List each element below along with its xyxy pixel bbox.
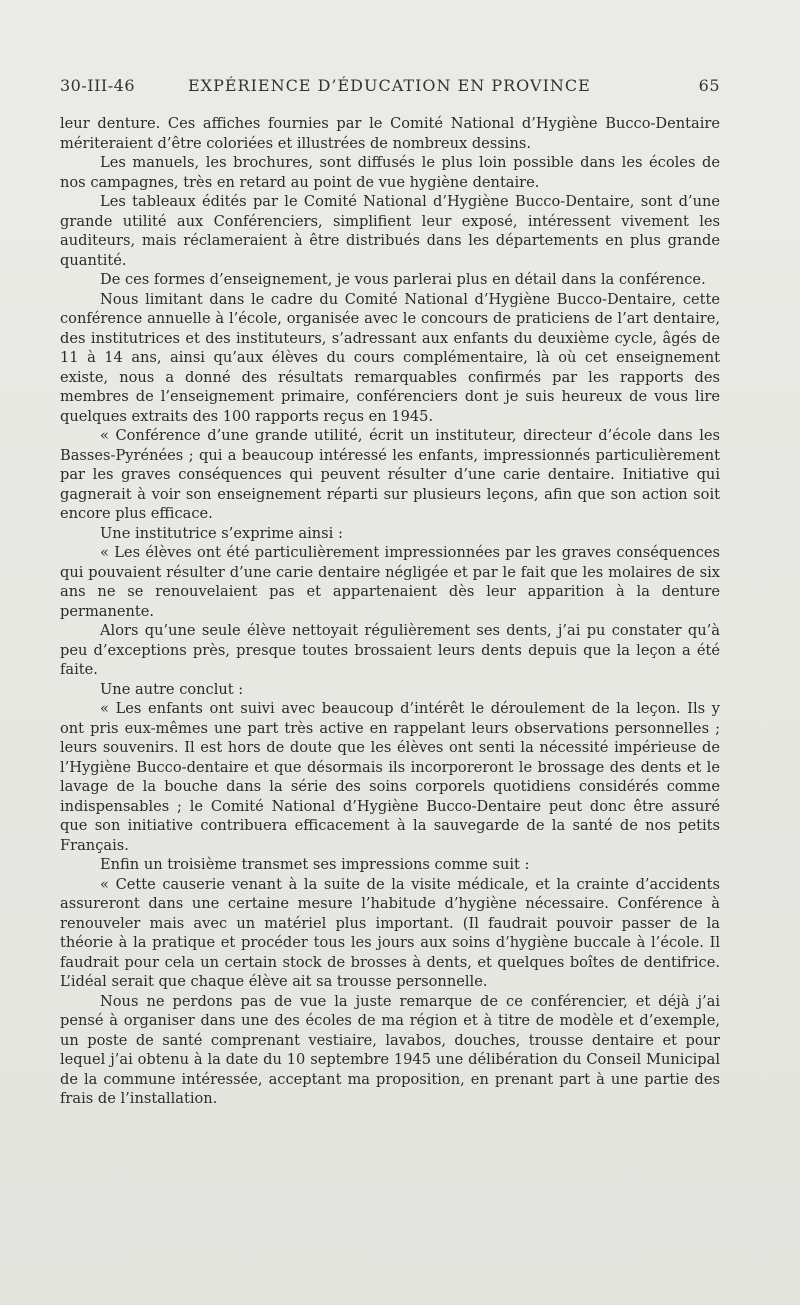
- quote-paragraph: « Les élèves ont été particulièrement impressionnées par les graves conséquences qui pouvaient résulter d’une carie dentaire négligée et par le fait que les molaires de six ans ne se renouvelaient pas et appartenaient dès leur apparition à la denture permanente.: [60, 544, 720, 620]
- quote-paragraph: « Les enfants ont suivi avec beaucoup d’intérêt le déroulement de la leçon. Ils y ont pris eux-mêmes une part très active en rappelant leurs observations personnelles ; leurs souvenirs. Il est hors de doute que les élèves ont senti la nécessité impérieuse de l’Hygiène Bucco-dentaire et que désormais ils incorporeront le brossage des dents et le lavage de la bouche dans la série des soins corporels quotidiens considérés comme indispensables ; le Comité National d’Hygiène Bucco-Dentaire peut donc être assuré que son initiative contribuera efficacement à la sauvegarde de la santé de nos petits Français.: [60, 700, 720, 854]
- paragraph: Une institutrice s’exprime ainsi :: [100, 524, 343, 542]
- paragraph: Les tableaux édités par le Comité National d’Hygiène Bucco-Dentaire, sont d’une grande utilité aux Conférenciers, simplifient leur exposé, intéressent vivement les auditeurs, mais réclameraient à être distribués dans les départements en plus grande quantité.: [60, 193, 720, 269]
- page-number: 65: [698, 76, 720, 95]
- paragraph: De ces formes d’enseignement, je vous parlerai plus en détail dans la conférence.: [100, 271, 706, 288]
- issue-date: 30-III-46: [60, 76, 135, 95]
- paragraph: Les manuels, les brochures, sont diffusés le plus loin possible dans les écoles de nos campagnes, très en retard au point de vue hygiène dentaire.: [60, 154, 720, 191]
- paragraph: Alors qu’une seule élève nettoyait régulièrement ses dents, j’ai pu constater qu’à peu d’exceptions près, presque toutes brossaient leurs dents depuis que la leçon a été faite.: [60, 622, 720, 678]
- paragraph: Nous limitant dans le cadre du Comité National d’Hygiène Bucco-Dentaire, cette conférence annuelle à l’école, organisée avec le concours de praticiens de l’art dentaire, des institutrices et des instituteurs, s’adressant aux enfants du deuxième cycle, âgés de 11 à 14 ans, ainsi qu’aux élèves du cours complémentaire, là où cet enseignement existe, nous a donné des résultats remarquables confirmés par les rapports des membres de l’enseignement primaire, conférenciers dont je suis heureux de vous lire quelques extraits des 100 rapports reçus en 1945.: [60, 290, 720, 425]
- paragraph: leur denture. Ces affiches fournies par le Comité National d’Hygiène Bucco-Dentaire mériteraient d’être coloriées et illustrées de nombreux dessins.: [60, 115, 720, 152]
- paragraph: Enfin un troisième transmet ses impressions comme suit :: [100, 856, 530, 873]
- running-title: EXPÉRIENCE D’ÉDUCATION EN PROVINCE: [188, 76, 591, 95]
- body-text: [60, 114, 720, 1109]
- quote-paragraph: « Cette causerie venant à la suite de la visite médicale, et la crainte d’accidents assureront dans une certaine mesure l’habitude d’hygiène nécessaire. Conférence à renouveler mais avec un matériel plus important. (Il faudrait pouvoir passer de la théorie à la pratique et procéder tous les jours aux soins d’hygiène buccale à l’école. Il faudrait pour cela un certain stock de brosses à dents, et quelques boîtes de dentifrice. L’idéal serait que chaque élève ait sa trousse personnelle.: [60, 875, 720, 990]
- paragraph: Nous ne perdons pas de vue la juste remarque de ce conférencier, et déjà j’ai pensé à organiser dans une des écoles de ma région et à titre de modèle et d’exemple, un poste de santé comprenant vestiaire, lavabos, douches, trousse dentaire et pour lequel j’ai obtenu à la date du 10 septembre 1945 une délibération du Conseil Municipal de la commune intéressée, acceptant ma proposition, en prenant part à une partie des frais de l’installation.: [60, 992, 720, 1107]
- quote-paragraph: « Conférence d’une grande utilité, écrit un instituteur, directeur d’école dans les Basses-Pyrénées ; qui a beaucoup intéressé les enfants, impressionnés particulièrement par les graves conséquences qui peuvent résulter d’une carie dentaire. Initiative qui gagnerait à voir son enseignement réparti sur plusieurs leçons, afin que son action soit encore plus efficace.: [60, 427, 720, 522]
- paragraph: Une autre conclut :: [100, 680, 244, 698]
- running-header: [60, 76, 720, 98]
